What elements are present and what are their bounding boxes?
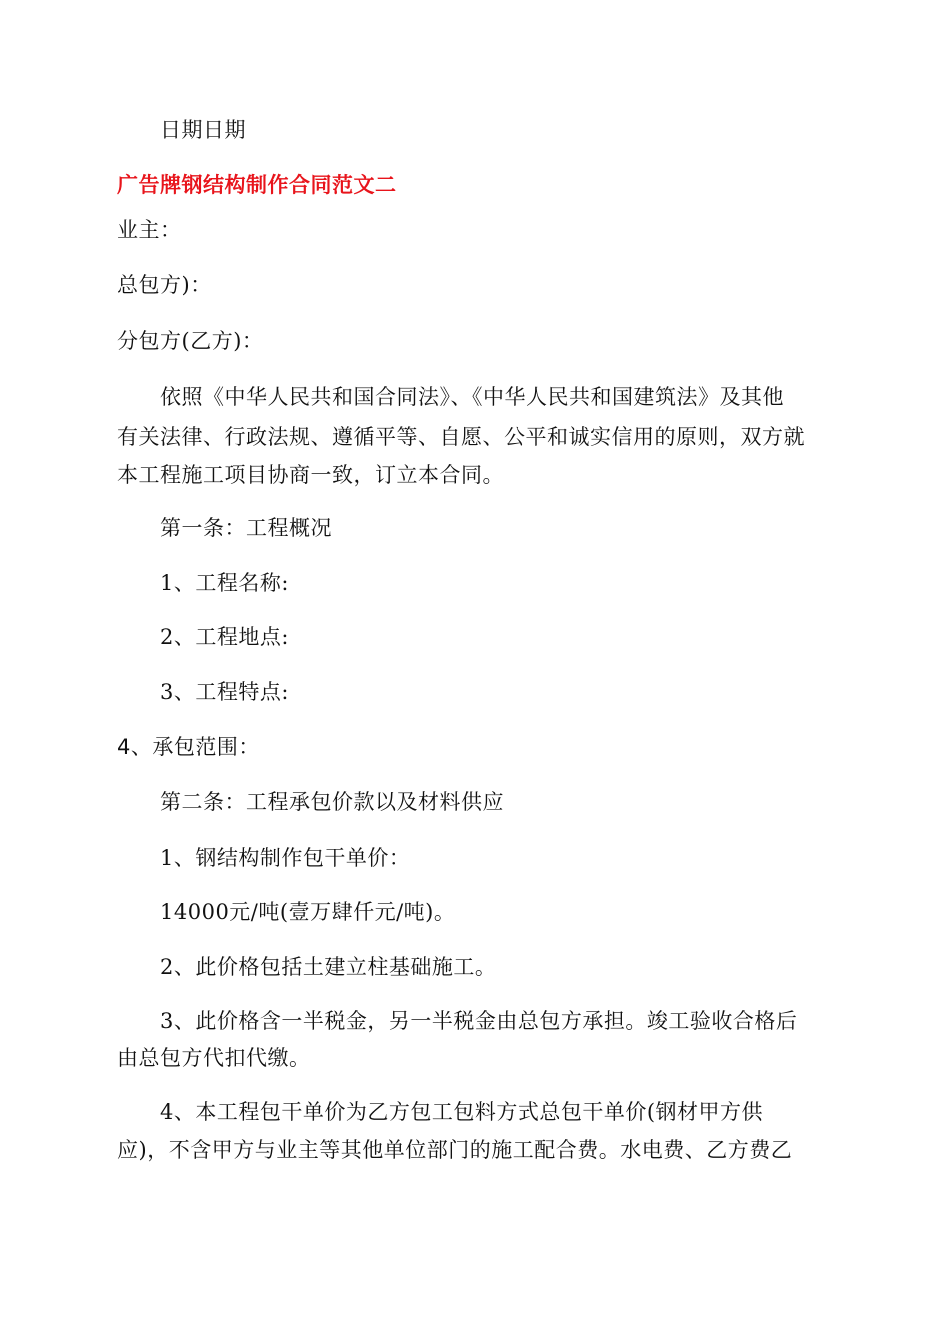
preamble-line: 本工程施工项目协商一致，订立本合同。 <box>117 463 504 487</box>
document-title: 广告牌钢结构制作合同范文二 <box>117 173 397 197</box>
party-general-contractor: 总包方)： <box>117 273 212 297</box>
article-2-item-4-line: 应)，不含甲方与业主等其他单位部门的施工配合费。水电费、乙方费乙 <box>117 1138 793 1162</box>
article-2-item-2: 2、此价格包括土建立柱基础施工。 <box>160 955 497 979</box>
article-2-price: 14000元/吨(壹万肆仟元/吨)。 <box>160 900 456 924</box>
party-owner: 业主： <box>117 218 182 242</box>
preamble-line: 有关法律、行政法规、遵循平等、自愿、公平和诚实信用的原则，双方就 <box>117 425 805 449</box>
article-2-item-3-line: 由总包方代扣代缴。 <box>117 1046 311 1070</box>
article-1-item: 2、工程地点: <box>160 625 289 649</box>
preamble-line: 依照《中华人民共和国合同法》、《中华人民共和国建筑法》及其他 <box>160 385 784 409</box>
article-2-heading: 第二条：工程承包价款以及材料供应 <box>160 790 504 814</box>
date-line: 日期日期 <box>160 118 246 142</box>
article-2-item-4-line: 4、本工程包干单价为乙方包工包料方式总包干单价(钢材甲方供 <box>160 1100 764 1124</box>
article-2-item-1: 1、钢结构制作包干单价： <box>160 846 411 870</box>
article-1-item: 1、工程名称: <box>160 571 289 595</box>
article-1-item: 3、工程特点: <box>160 680 289 704</box>
article-1-item: 4、承包范围： <box>117 735 260 759</box>
article-2-item-3-line: 3、此价格含一半税金，另一半税金由总包方承担。竣工验收合格后 <box>160 1009 798 1033</box>
party-subcontractor: 分包方(乙方)： <box>117 329 264 353</box>
article-1-heading: 第一条：工程概况 <box>160 516 332 540</box>
